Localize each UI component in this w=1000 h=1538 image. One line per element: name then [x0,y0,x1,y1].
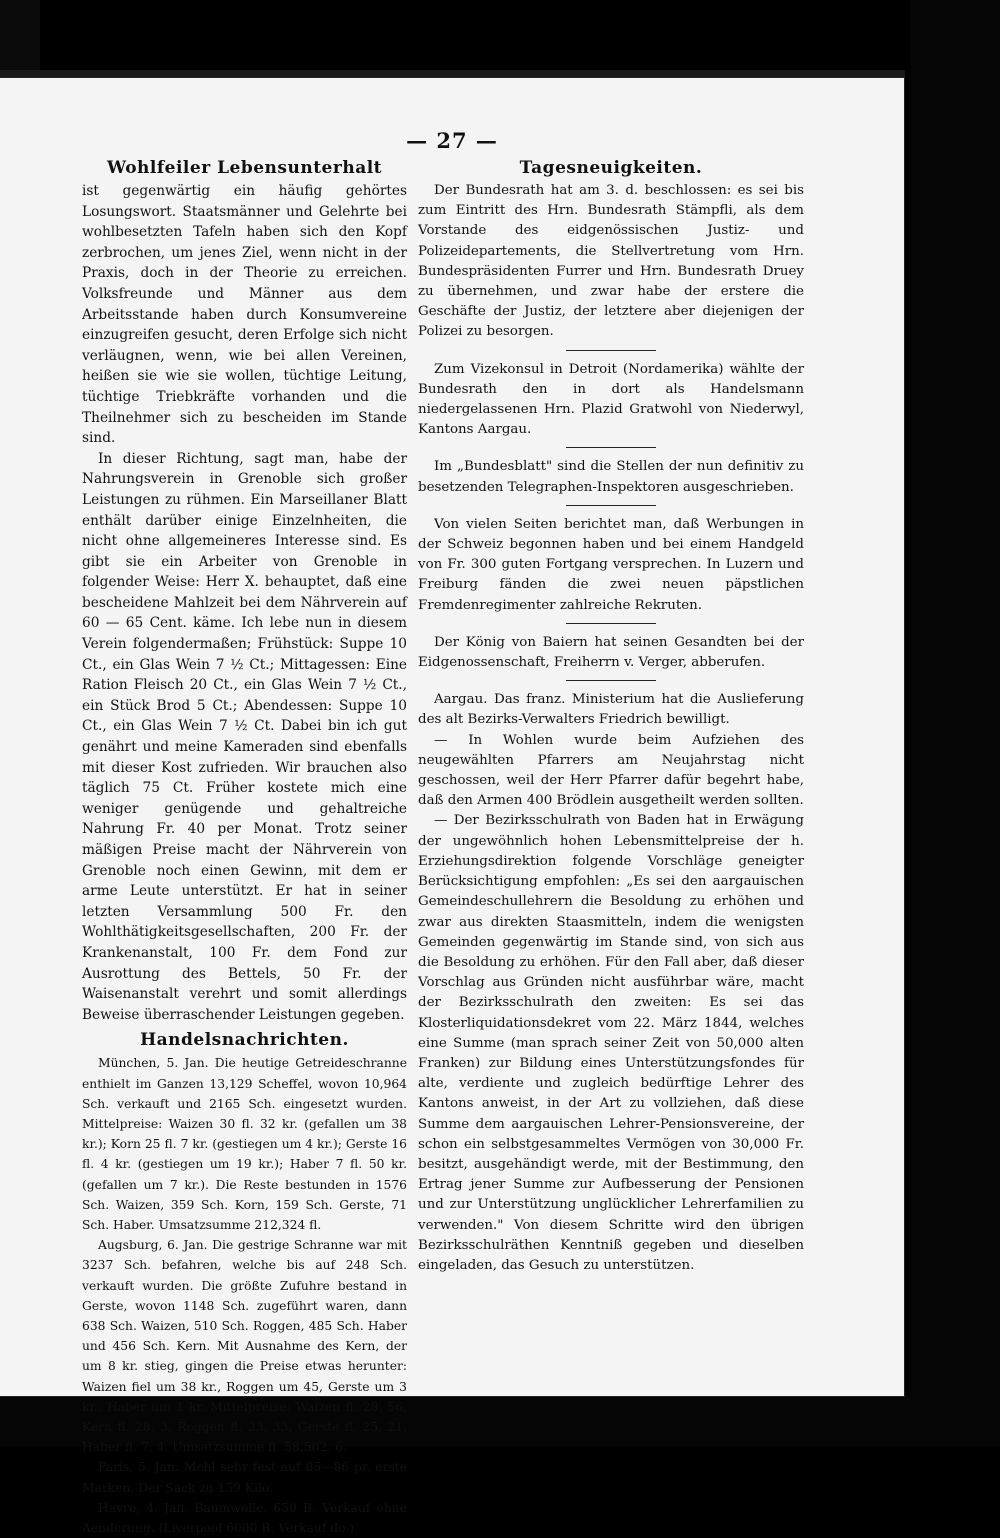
separator-rule [566,680,656,681]
separator-rule [566,623,656,624]
heading-lebensunterhalt: Wohlfeiler Lebensunterhalt [106,158,383,178]
market-report-muenchen: München, 5. Jan. Die heutige Getreideschranne enthielt im Ganzen 13,129 Scheffel, wovon 10,964 Sch. verkauft und 2165 Sch. eingesetzt wurden. Mittelpreise: Waizen 30 fl. 32 kr. (gefallen um 38 kr.); Korn 25 fl. 7 kr. (gestiegen um 4 kr.); Gerste 16 fl. 4 kr. (gestiegen um 19 kr.); Haber 7 fl. 50 kr. (gefallen um 7 kr.). Die Reste bestunden in 1576 Sch. Waizen, 359 Sch. Korn, 159 Sch. Gerste, 71 Sch. Haber. Umsatzsumme 212,324 fl. [82,1056,407,1232]
market-report-paris: Paris, 5. Jan. Mehl sehr fest auf 85—86 pr. erste Marken. Der Sack zu 159 Kilo. [82,1460,407,1495]
market-report-augsburg: Augsburg, 6. Jan. Die gestrige Schranne war mit 3237 Sch. befahren, welche bis auf 248 Sch. verkauft wurden. Die größte Zufuhre bestand in Gerste, wovon 1148 Sch. zugeführt waren, dann 638 Sch. Waizen, 510 Sch. Roggen, 485 Sch. Haber und 456 Sch. Kern. Mit Ausnahme des Kern, der um 8 kr. stieg, gingen die Preise etwas herunter: Waizen fiel um 38 kr., Roggen um 45, Gerste um 3 kr., Haber um 1 kr. Mittelpreise: Waizen fl. 28. 56, Kern fl. 28. 3, Roggen fl. 23. 33, Gerste fl. 25. 21, Haber fl. 7. 4. Umsatzsumme fl. 58,502. 6. [82,1238,407,1455]
paragraph: In dieser Richtung, sagt man, habe der Nahrungsverein in Grenoble sich großer Leistungen zu rühmen. Ein Marseillaner Blatt enthält darüber einige Einzelnheiten, die nicht ohne allgemeineres Interesse sind. Es gibt sie ein Arbeiter von Grenoble in folgender Weise: Herr X. behauptet, daß eine bescheidene Mahlzeit bei dem Nährverein auf 60 — 65 Cent. käme. Ich lebe nun in diesem Verein folgendermaßen; Frühstück: Suppe 10 Ct., ein Glas Wein 7 ½ Ct.; Mittagessen: Eine Ration Fleisch 20 Ct., ein Glas Wein 7 ½ Ct., ein Stück Brod 5 Ct.; Abendessen: Suppe 10 Ct., ein Glas Wein 7 ½ Ct. Dabei bin ich gut genährt und meine Kameraden sind ebenfalls mit dieser Kost zufrieden. Wir brauchen also täglich 75 Ct. Früher kostete mich eine weniger genügende und gehaltreiche Nahrung Fr. 40 per Monat. Trotz seiner mäßigen Preise macht der Nährverein von Grenoble noch einen Gewinn, mit dem er arme Leute unterstützt. Er hat in seiner letzten Versammlung 500 Fr. den Wohlthätigkeitsgesellschaften, 200 Fr. der Krankenanstalt, 100 Fr. dem Fond zur Ausrottung des Bettels, 50 Fr. der Waisenanstalt verehrt und somit allerdings Beweise überraschender Leistungen gegeben. [82,450,407,1023]
scan-background-right [910,0,1000,1446]
article-lebensunterhalt [82,181,407,1025]
separator-rule [566,350,656,351]
page-number: — 27 — [406,128,498,153]
heading-tagesneuigkeiten: Tagesneuigkeiten. [519,158,703,178]
market-reports [82,1053,407,1538]
newspaper-page [0,78,904,1536]
left-column [82,158,407,1538]
news-item-baden: — Der Bezirksschulrath von Baden hat in Erwägung der ungewöhnlich hohen Lebensmittelpreise der h. Erziehungsdirektion folgende Vorschläge geneigter Berücksichtigung empfohlen: „Es sei den aargauischen Gemeindeschullehrern die Besoldung zu erhöhen und zwar aus direkten Staasmitteln, indem die wenigsten Gemeinden gegenwärtig im Stande sind, von sich aus die Besoldung zu erhöhen. Für den Fall aber, daß dieser Vorschlag aus Gründen nicht ausführbar wäre, macht der Bezirksschulrath den zweiten: Es sei das Klosterliquidationsdekret vom 22. März 1844, welches eine Summe (man sprach seiner Zeit von 50,000 alten Franken) zur Bildung eines Unterstützungsfondes für alte, verdiente und zugleich bedürftige Lehrer des Kantons anweist, in der Art zu vollziehen, daß diese Summe dem aargauischen Lehrer-Pensionsvereine, der schon ein selbstgesammeltes Vermögen von 30,000 Fr. besitzt, ausgehändigt werde, mit der Bestimmung, den Ertrag jener Summe zur Aufbesserung der Pensionen und zur Unterstützung unglücklicher Lehrerfamilien zu verwenden." Von diesem Schritte wird den übrigen Bezirksschulräthen Kenntniß gegeben und dieselben eingeladen, das Gesuch zu unterstützen. [418,813,804,1273]
right-column [418,158,804,1276]
market-report-havre: Havre, 4. Jan. Baumwolle. 650 B. Verkauf ohne Aenderung. (Liverpool 6000 B. Verkauf do.) [82,1500,407,1536]
separator-rule [566,505,656,506]
paragraph: ist gegenwärtig ein häufig gehörtes Losungswort. Staatsmänner und Gelehrte bei wohlbesetzten Tafeln haben sich den Kopf zerbrochen, um jenes Ziel, wenn nicht in der Praxis, doch in der Theorie zu erreichen. Volksfreunde und Männer aus dem Arbeitsstande haben durch Konsumvereine einzugreifen gesucht, deren Erfolge sich nicht verläugnen, wenn, wie bei allen Vereinen, heißen sie wie sie wollen, tüchtige Leitung, tüchtige Triebkräfte vorhanden und die Theilnehmer sich zu bescheiden im Stande sind. [82,183,407,447]
news-item-bundesrath: Der Bundesrath hat am 3. d. beschlossen: es sei bis zum Eintritt des Hrn. Bundesrath Stämpfli, als dem Vorstande des eidgenössischen Justiz- und Polizeidepartements, die Stellvertretung vom Hrn. Bundespräsidenten Furrer und Hrn. Bundesrath Druey zu übernehmen, und zwar habe der erstere die Geschäfte der Justiz, der letztere aber diejenigen der Polizei zu besorgen. [418,183,804,340]
heading-handelsnachrichten: Handelsnachrichten. [140,1030,349,1051]
news-item-baiern: Der König von Baiern hat seinen Gesandten bei der Eidgenossenschaft, Freiherrn v. Verger, abberufen. [418,634,804,671]
separator-rule [566,447,656,448]
news-item-vizekonsul: Zum Vizekonsul in Detroit (Nordamerika) wählte der Bundesrath den in dort als Handelsmann niedergelassenen Hrn. Plazid Gratwohl von Niederwyl, Kantons Aargau. [418,361,804,438]
news-item-aargau: Aargau. Das franz. Ministerium hat die Auslieferung des alt Bezirks-Verwalters Friedrich bewilligt. [418,692,804,728]
news-items [418,181,804,1276]
news-item-werbungen: Von vielen Seiten berichtet man, daß Werbungen in der Schweiz begonnen haben und bei einem Handgeld von Fr. 300 guten Fortgang versprechen. In Luzern und Freiburg fänden die zwei neuen päpstlichen Fremdenregimenter zahlreiche Rekruten. [418,516,804,613]
news-item-wohlen: — In Wohlen wurde beim Aufziehen des neugewählten Pfarrers am Neujahrstag nicht geschossen, weil der Herr Pfarrer dafür begehrt habe, daß den Armen 400 Brödlein ausgetheilt werden sollten. [418,732,804,809]
news-item-bundesblatt: Im „Bundesblatt" sind die Stellen der nun definitiv zu besetzenden Telegraphen-Inspektoren ausgeschrieben. [418,459,804,495]
